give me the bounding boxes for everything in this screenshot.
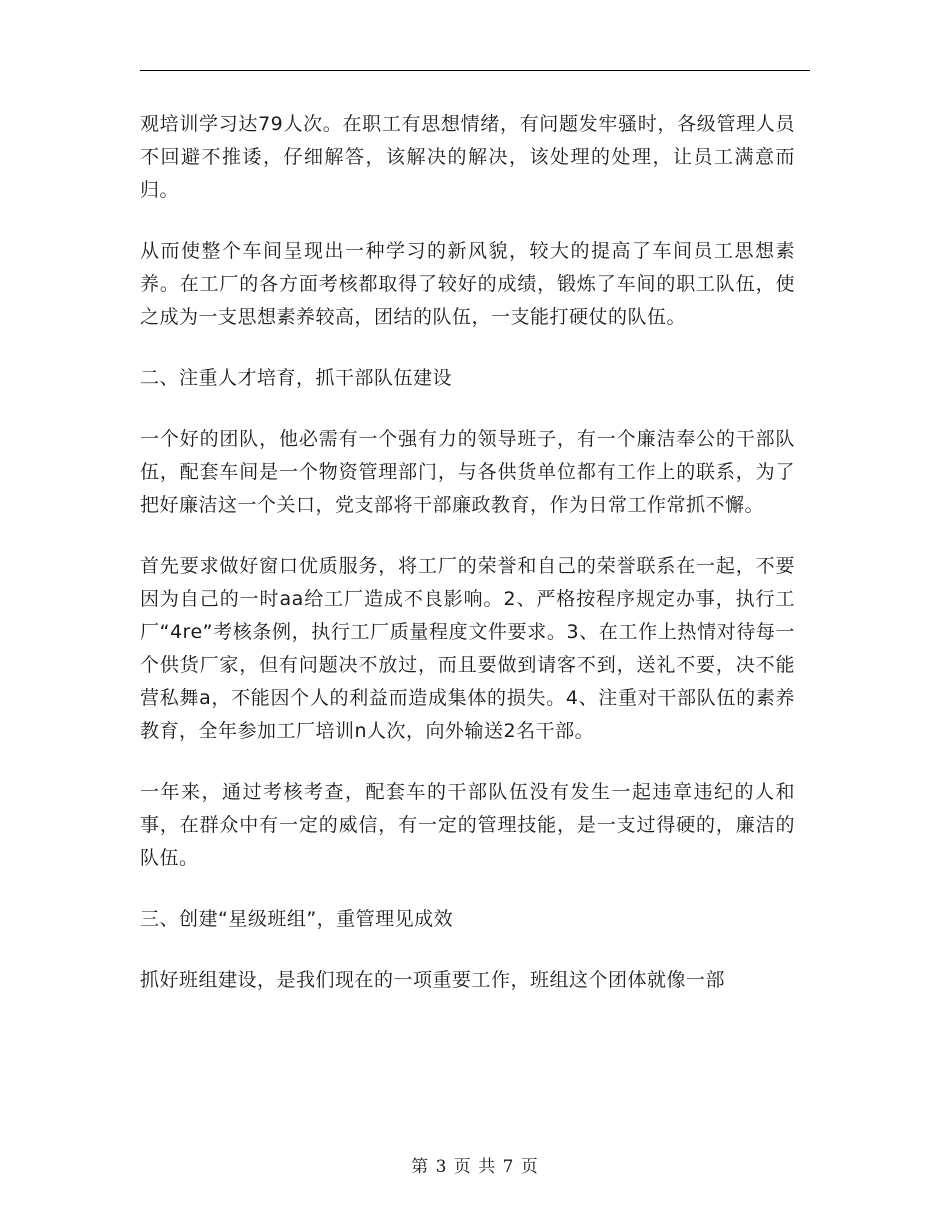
- paragraph-training-stats: 观培训学习达79人次。在职工有思想情绪，有问题发牢骚时，各级管理人员不回避不推诿，仔细解答，该解决的解决，该处理的处理，让员工满意而归。: [140, 113, 795, 201]
- paragraph-year-review: 一年来，通过考核考查，配套车的干部队伍没有发生一起违章违纪的人和事，在群众中有一定的威信，有一定的管理技能，是一支过得硬的，廉洁的队伍。: [140, 781, 795, 869]
- page-number-footer: 第 3 页 共 7 页: [411, 1157, 539, 1177]
- header-rule: [140, 70, 810, 71]
- paragraph-requirements-list: 首先要求做好窗口优质服务，将工厂的荣誉和自己的荣誉联系在一起，不要因为自己的一时aa给工厂造成不良影响。2、严格按程序规定办事，执行工厂“4re”考核条例，执行工厂质量程度文件要求。3、在工作上热情对待每一个供货厂家，但有问题决不放过，而且要做到请客不到，送礼不要，决不能营私舞a，不能因个人的利益而造成集体的损失。4、注重对干部队伍的素养教育，全年参加工厂培训n人次，向外输送2名干部。: [140, 555, 795, 742]
- document-body: [140, 108, 795, 1025]
- section-heading-talent-cultivation: 二、注重人才培育，抓干部队伍建设: [140, 367, 453, 389]
- paragraph-team-building: 抓好班组建设，是我们现在的一项重要工作，班组这个团体就像一部: [140, 969, 726, 991]
- paragraph-new-atmosphere: 从而使整个车间呈现出一种学习的新风貌，较大的提高了车间员工思想素养。在工厂的各方面考核都取得了较好的成绩，锻炼了车间的职工队伍，使之成为一支思想素养较高，团结的队伍，一支能打硬仗的队伍。: [140, 240, 795, 328]
- section-heading-star-team: 三、创建“星级班组”，重管理见成效: [140, 908, 454, 930]
- paragraph-leadership-team: 一个好的团队，他必需有一个强有力的领导班子，有一个廉洁奉公的干部队伍，配套车间是一个物资管理部门，与各供货单位都有工作上的联系，为了把好廉洁这一个关口，党支部将干部廉政教育，作为日常工作常抓不懈。: [140, 428, 795, 516]
